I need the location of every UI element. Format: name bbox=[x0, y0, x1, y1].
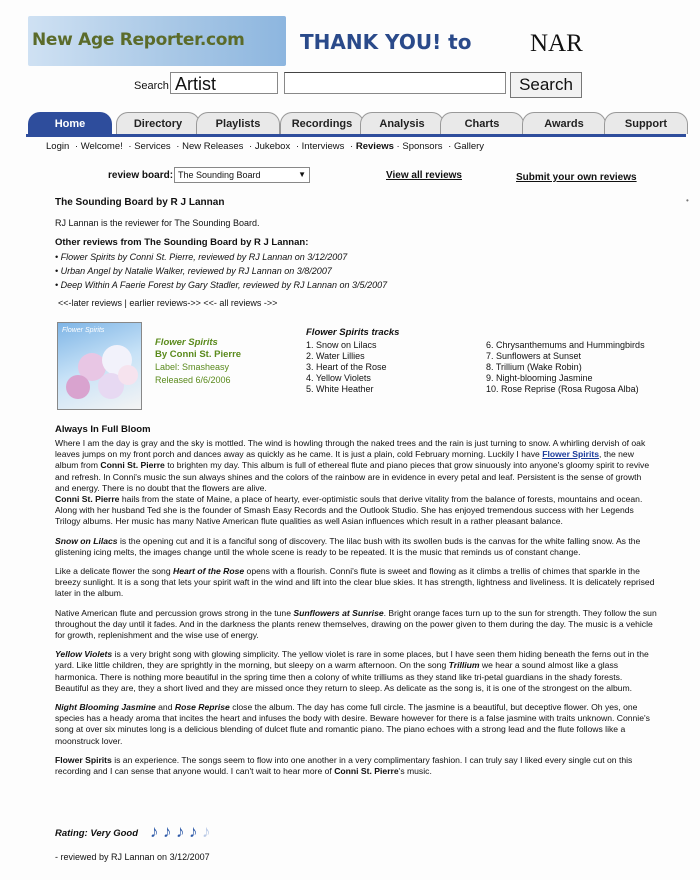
thank-you-banner: THANK YOU! to bbox=[300, 30, 472, 54]
text-run: 's music. bbox=[398, 766, 432, 777]
track-item: 1. Snow on Lilacs bbox=[306, 340, 377, 350]
music-note-empty-icon: ♪ bbox=[202, 822, 211, 841]
search-label: Search bbox=[134, 80, 169, 92]
album-cover[interactable] bbox=[57, 322, 142, 410]
text-run: is an experience. The songs seem to flow into one another in a very complimentary fashion. I can truly say I liked every single cut on this recording and I can sense that anyone would. I can't wait to hear more of bbox=[55, 754, 633, 777]
subnav-interviews[interactable]: Interviews bbox=[301, 141, 345, 152]
text-run: opens with a flourish. Conni's flute is sweet and flowing as it climbs a trellis of chimes that sparkle in the breezy sunlight. It is a song that lets your spirit waft in the wind and lift into the clear blue skies. It has strength, lightness and liveliness. It is delicately reprised later in the album. bbox=[55, 566, 655, 599]
subnav-gallery[interactable]: Gallery bbox=[453, 141, 485, 152]
track-item: 8. Trillium (Wake Robin) bbox=[486, 362, 582, 372]
review-body bbox=[55, 438, 657, 785]
reviewed-by: - reviewed by RJ Lannan on 3/12/2007 bbox=[55, 852, 210, 862]
music-note-icon: ♪ bbox=[150, 822, 159, 841]
music-note-icon: ♪ bbox=[163, 822, 172, 841]
music-note-icon: ♪ bbox=[189, 822, 198, 841]
track-name: Sunflowers at Sunrise bbox=[293, 607, 384, 618]
review-board-label: review board: bbox=[108, 170, 174, 181]
album-title[interactable]: Flower Spirits bbox=[155, 337, 218, 348]
tab-playlists[interactable]: Playlists bbox=[196, 112, 280, 134]
review-paragraph bbox=[55, 702, 657, 747]
review-pager[interactable]: <<-later reviews | earlier reviews->> <<- all reviews ->> bbox=[58, 298, 278, 308]
other-review-rest: by Conni St. Pierre, reviewed by RJ Lannan on 3/12/2007 bbox=[115, 252, 348, 262]
tab-charts[interactable]: Charts bbox=[440, 112, 524, 134]
text-run: we hear a sound almost like a glass harmonica. There is nothing more beautiful in the spring time then a colony of white trilliums as they stand like tri-petal guardians in the shady forests. Beautiful as they are, they a short lived and they are missed once they return to sleep. As delicate as the song is, it is one of the strongest on the album. bbox=[55, 660, 633, 693]
review-paragraph bbox=[55, 536, 657, 558]
search-button[interactable]: Search bbox=[510, 72, 582, 98]
text-run: Native American flute and percussion grows strong in the tune bbox=[55, 607, 294, 618]
submit-review-link[interactable]: Submit your own reviews bbox=[516, 172, 637, 183]
other-review-title: Deep Within A Faerie Forest bbox=[60, 280, 174, 290]
tab-home[interactable]: Home bbox=[28, 112, 112, 134]
flower-shape bbox=[66, 375, 90, 399]
list-item[interactable]: • Deep Within A Faerie Forest by Gary Stadler, reviewed by RJ Lannan on 3/5/2007 bbox=[55, 280, 388, 290]
review-board-select[interactable] bbox=[174, 167, 310, 183]
nav-underline bbox=[26, 134, 686, 137]
review-paragraph bbox=[55, 755, 657, 777]
track-name: Snow on Lilacs bbox=[55, 535, 118, 546]
text-run: . Bright orange faces turn up to the sun for strength. They follow the sun throughout the day until it fades. And in the darkness the plants renew themselves, drawing on the power given to them during the day. The music is a vehicle for growth, replenishment and the wise use of energy. bbox=[55, 607, 657, 641]
other-review-rest: by Natalie Walker, reviewed by RJ Lannan on 3/8/2007 bbox=[110, 266, 332, 276]
tab-awards[interactable]: Awards bbox=[522, 112, 606, 134]
tracks-title: Flower Spirits tracks bbox=[306, 327, 400, 338]
nar-text: NAR bbox=[530, 30, 583, 57]
subnav-welcome[interactable]: Welcome! bbox=[80, 141, 123, 152]
track-item: 9. Night-blooming Jasmine bbox=[486, 373, 593, 383]
main-nav-tabs bbox=[26, 112, 686, 136]
album-label: Label: Smasheasy bbox=[155, 362, 230, 372]
artist-name: Conni St. Pierre bbox=[100, 460, 165, 471]
board-title: The Sounding Board by R J Lannan bbox=[55, 197, 225, 208]
track-list-right bbox=[486, 340, 646, 395]
review-paragraph bbox=[55, 608, 657, 642]
tab-recordings[interactable]: Recordings bbox=[280, 112, 364, 134]
list-item[interactable]: • Flower Spirits by Conni St. Pierre, reviewed by RJ Lannan on 3/12/2007 bbox=[55, 252, 348, 262]
text-run: and bbox=[155, 702, 175, 713]
other-review-title: Flower Spirits bbox=[60, 252, 116, 262]
search-category-select[interactable]: Artist bbox=[170, 72, 278, 94]
text-run: Where I am the day is gray and the sky is mottled. The wind is howling through the naked trees and the rain is just turning to snow. A whirling dervish of oak leaves jumps on my front porch and dances away as quickly as he came. It is just a plain, cold February morning. Luckily I have bbox=[55, 438, 646, 460]
sub-navigation: Login · Welcome! · Services · New Releases · Jukebox · Interviews · Reviews · Sponsors · Gallery bbox=[46, 141, 485, 152]
site-header bbox=[0, 0, 700, 110]
artist-name: Conni St. Pierre bbox=[334, 766, 399, 777]
track-item: 7. Sunflowers at Sunset bbox=[486, 351, 582, 361]
track-item: 5. White Heather bbox=[306, 384, 374, 394]
site-logo[interactable] bbox=[28, 16, 286, 66]
track-item: 4. Yellow Violets bbox=[306, 373, 371, 383]
board-intro: RJ Lannan is the reviewer for The Sounding Board. bbox=[55, 218, 260, 228]
review-paragraph bbox=[55, 649, 657, 694]
text-run: to brighten my day. This album is full of ethereal flute and piano pieces that grow sinuously into anyone's gloomy spirit to revive and refresh. In Conni's music the sun always shines and the colors of the rainbow are in evidence in every petal and leaf. Persistent is the sense of growth and energy. There is no doubt that the flowers are alive. bbox=[55, 460, 650, 493]
text-run: hails from the state of Maine, a place of hearty, ever-optimistic souls that derive vitality from the balance of forests, mountains and ocean. Along with her husband Ted she is the founder of Smash Easy Records and the Outlook Studio. She has enjoyed tremendous success with her Legends Trilogy albums. Her music has many Native American flute qualities as well Asian influences which result in a rather pleasant balance. bbox=[55, 494, 643, 527]
rating-notes bbox=[150, 822, 220, 842]
subnav-sponsors[interactable]: Sponsors bbox=[402, 141, 443, 152]
track-item: 3. Heart of the Rose bbox=[306, 362, 387, 372]
artist-name: Conni St. Pierre bbox=[55, 494, 120, 505]
track-item: 6. Chrysanthemums and Hummingbirds bbox=[486, 340, 645, 350]
track-name: Yellow Violets bbox=[55, 649, 113, 660]
search-input[interactable] bbox=[284, 72, 506, 94]
album-artist: By Conni St. Pierre bbox=[155, 349, 242, 360]
review-board-selected: The Sounding Board bbox=[178, 170, 261, 180]
text-run: Like a delicate flower the song bbox=[55, 566, 173, 577]
subnav-jukebox[interactable]: Jukebox bbox=[254, 141, 291, 152]
album-name: Flower Spirits bbox=[55, 754, 112, 765]
tab-analysis[interactable]: Analysis bbox=[360, 112, 444, 134]
track-name: Rose Reprise bbox=[174, 702, 230, 713]
chevron-down-icon: ▼ bbox=[298, 170, 306, 179]
review-heading: Always In Full Bloom bbox=[55, 424, 151, 435]
track-item: 2. Water Lillies bbox=[306, 351, 365, 361]
review-paragraph bbox=[55, 438, 657, 494]
other-reviews-title: Other reviews from The Sounding Board by R J Lannan: bbox=[55, 237, 309, 248]
rating-label: Rating: Very Good bbox=[55, 828, 139, 839]
flower-shape bbox=[118, 365, 138, 385]
album-link[interactable]: Flower Spirits bbox=[542, 449, 600, 460]
track-name: Trillium bbox=[448, 660, 480, 671]
review-paragraph bbox=[55, 494, 657, 528]
list-item[interactable]: • Urban Angel by Natalie Walker, reviewed by RJ Lannan on 3/8/2007 bbox=[55, 266, 332, 276]
other-reviews-list bbox=[55, 250, 387, 292]
subnav-new-releases[interactable]: New Releases bbox=[182, 141, 244, 152]
logo-text: New Age Reporter.com bbox=[32, 30, 245, 50]
view-all-reviews-link[interactable]: View all reviews bbox=[386, 170, 462, 181]
tab-directory[interactable]: Directory bbox=[116, 112, 200, 134]
track-item: 10. Rose Reprise (Rosa Rugosa Alba) bbox=[486, 384, 639, 394]
track-list-left bbox=[306, 340, 387, 395]
track-name: Night Blooming Jasmine bbox=[55, 702, 156, 713]
bullet-mark: • bbox=[686, 196, 689, 205]
track-name: Heart of the Rose bbox=[173, 566, 245, 577]
other-review-rest: by Gary Stadler, reviewed by RJ Lannan on 3/5/2007 bbox=[173, 280, 388, 290]
subnav-reviews[interactable]: Reviews bbox=[355, 141, 394, 152]
text-run: , the new album from bbox=[55, 449, 634, 471]
cover-title-text: Flower Spirits bbox=[62, 327, 105, 334]
text-run: is a very bright song with glowing simplicity. The yellow violet is rare in some places, but I have seen them hiding beneath the ferns out in the yard. Like little children, they are sprightly in the morning, but sleepy on a warm afternoon. On the song bbox=[55, 649, 649, 671]
review-paragraph bbox=[55, 566, 657, 600]
album-release-date: Released 6/6/2006 bbox=[155, 375, 231, 385]
music-note-icon: ♪ bbox=[176, 822, 185, 841]
subnav-services[interactable]: Services bbox=[134, 141, 171, 152]
text-run: close the album. The day has come full circle. The jasmine is a beautiful, but deceptive flower. Oh yes, one species has a heady aroma that incites the heart and infuses the body with desire. Beware however for there is a false jasmine with traits unknown. Connie's song at over six minutes long is a delicious blending of dulcet flute and romantic piano. The piano echoes with a strong lead and the flute follows like a moonstruck lover. bbox=[55, 702, 650, 746]
tab-support[interactable]: Support bbox=[604, 112, 688, 134]
text-run: is the opening cut and it is a fanciful song of discovery. The lilac bush with its swollen buds is the canvas for the white falling snow. As the glistening icing melts, the images change until the whole scene is ready to be repeated. It is the music that reminds us of constant change. bbox=[55, 535, 641, 557]
subnav-login[interactable]: Login bbox=[46, 141, 70, 152]
other-review-title: Urban Angel bbox=[60, 266, 111, 276]
